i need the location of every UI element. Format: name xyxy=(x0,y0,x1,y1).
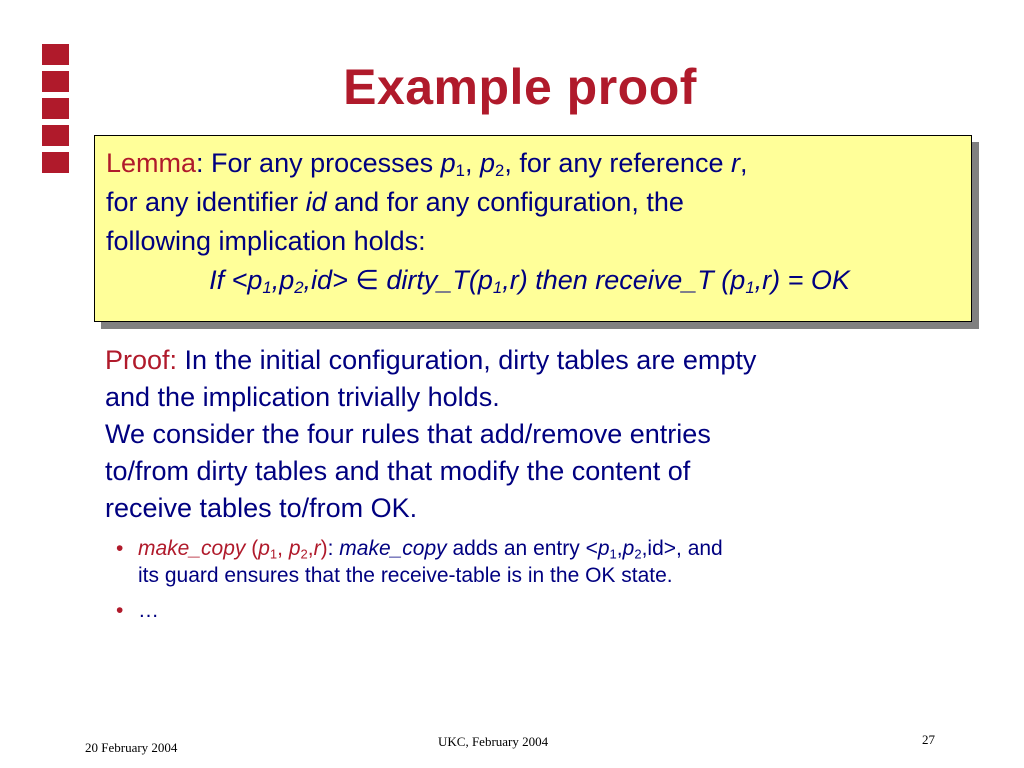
bullet-item xyxy=(113,597,973,624)
proof-label: Proof: xyxy=(105,345,178,375)
var-p: p xyxy=(597,537,610,560)
var-id: id xyxy=(305,187,327,217)
var-p: p xyxy=(480,148,496,178)
page-number: 27 xyxy=(922,732,935,747)
subscript: 1 xyxy=(262,278,272,298)
lemma-text: for any identifier xyxy=(106,187,306,217)
lemma-text: and for any configuration, the xyxy=(326,187,684,217)
bullet-text: ( xyxy=(245,537,259,560)
lemma-text: , for any reference xyxy=(504,148,731,178)
bullet-dot: • xyxy=(116,537,124,560)
bullet-list xyxy=(113,535,973,632)
lemma-text: , xyxy=(739,148,748,178)
footer-center: UKC, February 2004 xyxy=(438,734,549,749)
bullet-line-1 xyxy=(138,535,973,562)
bullet-text: : xyxy=(327,537,340,560)
subscript: 1 xyxy=(269,546,278,562)
formula-text: If <p xyxy=(209,265,263,295)
var-r: r xyxy=(313,537,321,560)
var-p: p xyxy=(288,537,301,560)
rule-name: make_copy xyxy=(138,537,246,560)
subscript: 1 xyxy=(492,278,503,298)
bullet-text: , xyxy=(307,537,314,560)
lemma-line-2 xyxy=(106,183,961,222)
var-p: p xyxy=(622,537,635,560)
lemma-line-1 xyxy=(106,144,961,183)
subscript: 2 xyxy=(294,278,304,298)
ellipsis-text: … xyxy=(138,599,159,622)
formula-text: ,p xyxy=(271,265,295,295)
formula-text: ,r) = OK xyxy=(754,265,850,295)
bullet-text: adds an entry < xyxy=(446,537,598,560)
lemma-box xyxy=(94,135,972,322)
bullet-text: , xyxy=(616,537,623,560)
square-5 xyxy=(42,152,69,173)
slide-title: Example proof xyxy=(343,59,697,115)
proof-line-3: We consider the four rules that add/remove entries xyxy=(105,419,711,449)
proof-text: In the initial configuration, dirty tables are empty xyxy=(177,345,757,375)
subscript: 1 xyxy=(609,546,617,562)
footer-date: 20 February 2004 xyxy=(85,740,178,755)
subscript: 2 xyxy=(495,161,505,181)
formula-text: ,r) then receive_T (p xyxy=(502,265,746,295)
bullet-dot: • xyxy=(116,599,124,622)
var-r: r xyxy=(730,148,740,178)
bullet-text: ) xyxy=(320,537,328,560)
lemma-text: For any processes xyxy=(203,148,441,178)
square-4 xyxy=(42,125,69,146)
lemma-text: , xyxy=(464,148,480,178)
bullet-item xyxy=(113,535,973,589)
bullet-text: ,id>, and xyxy=(641,537,723,560)
proof-line-2: and the implication trivially holds. xyxy=(105,382,500,412)
lemma-label: Lemma xyxy=(106,148,197,178)
proof-line-1 xyxy=(105,342,985,379)
rule-name: make_copy xyxy=(339,537,447,560)
var-p: p xyxy=(258,537,270,560)
subscript: 1 xyxy=(745,278,755,298)
bullet-line-2: its guard ensures that the receive-table is in the OK state. xyxy=(138,564,673,587)
lemma-formula xyxy=(106,261,961,300)
subscript: 1 xyxy=(455,161,465,181)
formula-text: dirty_T(p xyxy=(378,265,493,295)
lemma-colon: : xyxy=(196,148,204,178)
lemma-line-3: following implication holds: xyxy=(106,226,426,256)
var-p: p xyxy=(440,148,456,178)
subscript: 2 xyxy=(300,546,308,562)
proof-section xyxy=(105,342,985,527)
proof-line-5: receive tables to/from OK. xyxy=(105,493,418,523)
bullet-text: , xyxy=(277,537,289,560)
element-of-symbol: ∈ xyxy=(355,265,379,295)
subscript: 2 xyxy=(634,546,642,562)
formula-text: ,id> xyxy=(303,265,356,295)
proof-line-4: to/from dirty tables and that modify the content of xyxy=(105,456,691,486)
